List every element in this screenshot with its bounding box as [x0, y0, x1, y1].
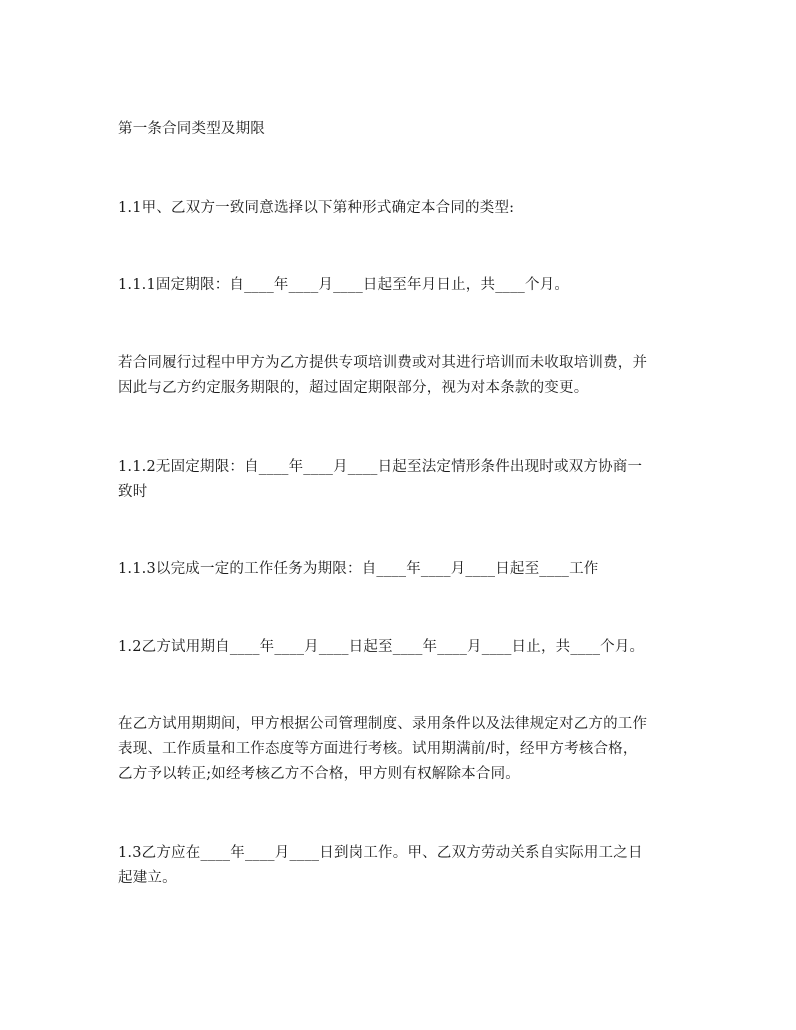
- clause-1-1-text: 1.1甲、乙双方一致同意选择以下第种形式确定本合同的类型:: [118, 200, 515, 216]
- clause-1-1-2-line-1: 1.1.2无固定期限：自____年____月____日起至法定情形条件出现时或双方协商一: [118, 459, 643, 475]
- clause-1-3-line-1: 1.3乙方应在____年____月____日到岗工作。甲、乙双方劳动关系自实际用工之日: [118, 845, 643, 861]
- probation-line-2: 表现、工作质量和工作态度等方面进行考核。试用期满前/时，经甲方考核合格，: [118, 741, 638, 757]
- clause-1-3: [118, 841, 690, 891]
- clause-1-1-1: [118, 273, 690, 298]
- clause-1-1: [118, 196, 690, 221]
- article-heading-text: 第一条合同类型及期限: [118, 121, 265, 137]
- article-heading: [118, 117, 690, 142]
- probation-line-3: 乙方予以转正;如经考核乙方不合格，甲方则有权解除本合同。: [118, 766, 520, 782]
- clause-1-1-2: [118, 455, 690, 505]
- clause-1-3-line-2: 起建立。: [118, 870, 177, 886]
- probation-line-1: 在乙方试用期期间，甲方根据公司管理制度、录用条件以及法律规定对乙方的工作: [118, 716, 648, 732]
- clause-1-1-3-text: 1.1.3以完成一定的工作任务为期限：自____年____月____日起至____工作: [118, 561, 599, 577]
- clause-1-2-text: 1.2乙方试用期自____年____月____日起至____年____月____日止，共____个月。: [118, 639, 645, 655]
- probation-paragraph: [118, 712, 690, 787]
- clause-1-1-2-line-2: 致时: [118, 484, 148, 500]
- clause-1-2: [118, 635, 690, 660]
- training-note-paragraph: [118, 351, 690, 401]
- clause-1-1-1-text: 1.1.1固定期限：自____年____月____日起至年月日止，共____个月。: [118, 277, 570, 293]
- training-note-line-2: 因此与乙方约定服务期限的，超过固定期限部分，视为对本条款的变更。: [118, 380, 589, 396]
- training-note-line-1: 若合同履行过程中甲方为乙方提供专项培训费或对其进行培训而未收取培训费，并: [118, 355, 648, 371]
- clause-1-1-3: [118, 557, 690, 582]
